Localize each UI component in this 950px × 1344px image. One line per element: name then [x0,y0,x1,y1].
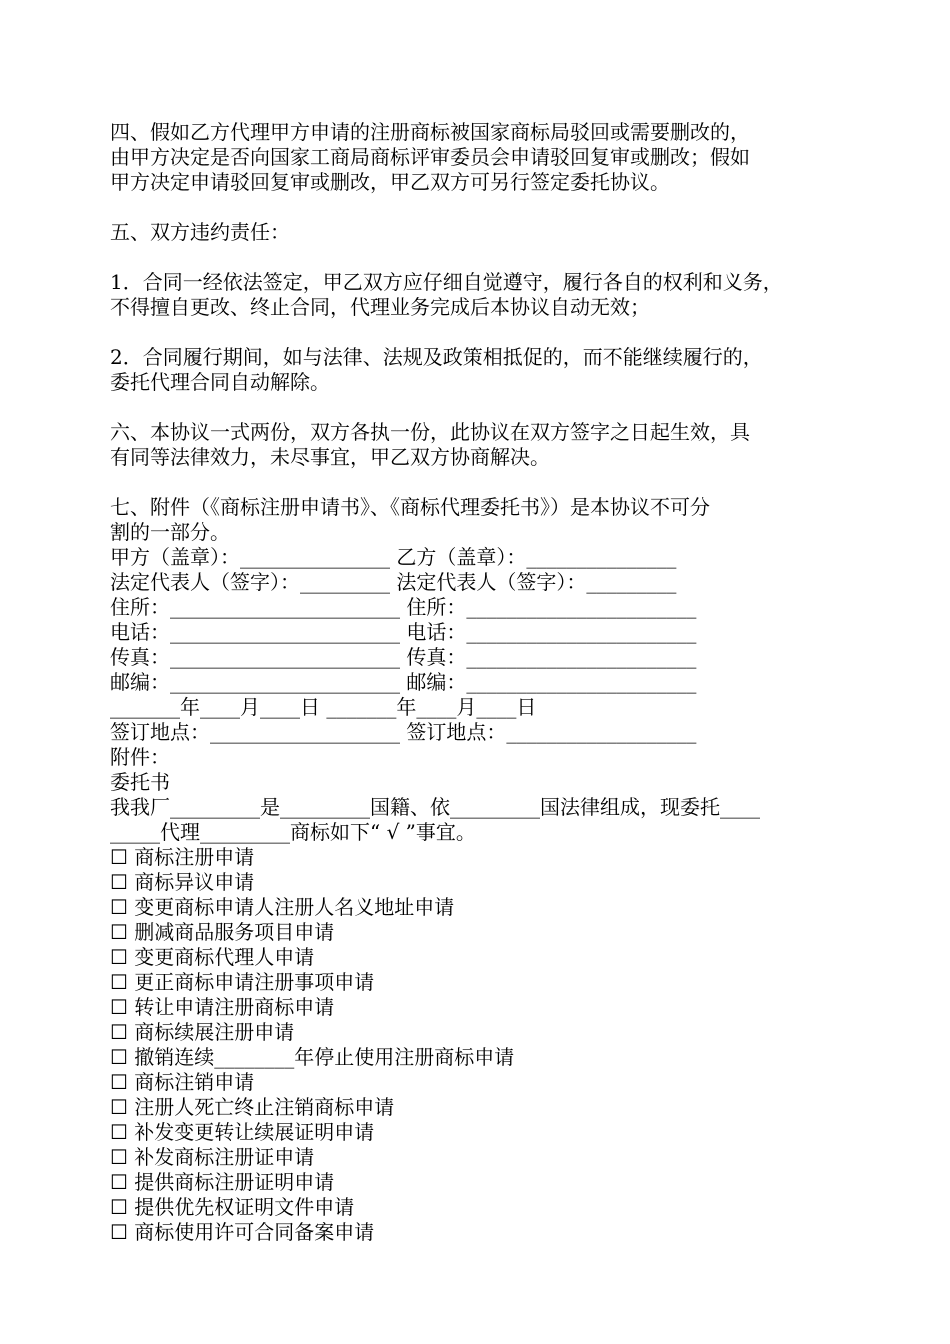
power-of-attorney-line-1: 我我厂_________是_________国籍、依_________国法律组成，现委托____ [110,795,760,819]
clause5-title: 五、双方违约责任： [110,220,290,244]
signature-date-row: _______年____月____日 _______年____月____日 [110,695,537,719]
checklist-item: ☐ 撤销连续________年停止使用注册商标申请 [110,1045,515,1069]
checklist-item: ☐ 补发商标注册证申请 [110,1145,315,1169]
checklist-item: ☐ 变更商标申请人注册人名义地址申请 [110,895,455,919]
power-of-attorney-title: 委托书 [110,770,170,794]
checklist-item: ☐ 注册人死亡终止注销商标申请 [110,1095,395,1119]
checklist-item: ☐ 商标使用许可合同备案申请 [110,1220,375,1244]
signature-seal-row: 甲方（盖章）：_______________ 乙方（盖章）：_______________ [110,545,677,569]
clause5-item2-line-2: 委托代理合同自动解除。 [110,370,330,394]
signature-postcode-row: 邮编：_______________________ 邮编：_______________________ [110,670,697,694]
checklist-item: ☐ 提供商标注册证明申请 [110,1170,335,1194]
clause4-line-1: 四、假如乙方代理甲方申请的注册商标被国家商标局驳回或需要删改的， [110,120,750,144]
attachment-label: 附件： [110,745,170,769]
checklist-item: ☐ 商标异议申请 [110,870,255,894]
signature-phone-row: 电话：_______________________ 电话：_______________________ [110,620,697,644]
power-of-attorney-line-2: _____代理_________商标如下“ √ ”事宜。 [110,820,476,844]
clause6-line-1: 六、本协议一式两份，双方各执一份，此协议在双方签字之日起生效，具 [110,420,750,444]
signature-address-row: 住所：_______________________ 住所：_______________________ [110,595,697,619]
checklist-item: ☐ 变更商标代理人申请 [110,945,315,969]
clause7-line-1: 七、附件（《商标注册申请书》、《商标代理委托书》）是本协议不可分 [110,495,710,519]
clause5-item1-line-2: 不得擅自更改、终止合同，代理业务完成后本协议自动无效； [110,295,650,319]
clause4-line-3: 甲方决定申请驳回复审或删改，甲乙双方可另行签定委托协议。 [110,170,670,194]
signature-representative-row: 法定代表人（签字）：_________ 法定代表人（签字）：_________ [110,570,677,594]
clause5-item2-line-1: 2．合同履行期间，如与法律、法规及政策相抵促的，而不能继续履行的， [110,345,763,369]
checklist-item: ☐ 更正商标申请注册事项申请 [110,970,375,994]
signature-fax-row: 传真：_______________________ 传真：_______________________ [110,645,697,669]
clause6-line-2: 有同等法律效力，未尽事宜，甲乙双方协商解决。 [110,445,550,469]
checklist-item: ☐ 商标注册申请 [110,845,255,869]
clause4-line-2: 由甲方决定是否向国家工商局商标评审委员会申请驳回复审或删改；假如 [110,145,750,169]
checklist-item: ☐ 商标续展注册申请 [110,1020,295,1044]
clause7-line-2: 割的一部分。 [110,520,230,544]
checklist-item: ☐ 删减商品服务项目申请 [110,920,335,944]
checklist-item: ☐ 补发变更转让续展证明申请 [110,1120,375,1144]
checklist-item: ☐ 商标注销申请 [110,1070,255,1094]
clause5-item1-line-1: 1．合同一经依法签定，甲乙双方应仔细自觉遵守，履行各自的权利和义务， [110,270,783,294]
checklist-item: ☐ 转让申请注册商标申请 [110,995,335,1019]
signature-place-row: 签订地点：___________________ 签订地点：___________________ [110,720,697,744]
checklist-item: ☐ 提供优先权证明文件申请 [110,1195,355,1219]
